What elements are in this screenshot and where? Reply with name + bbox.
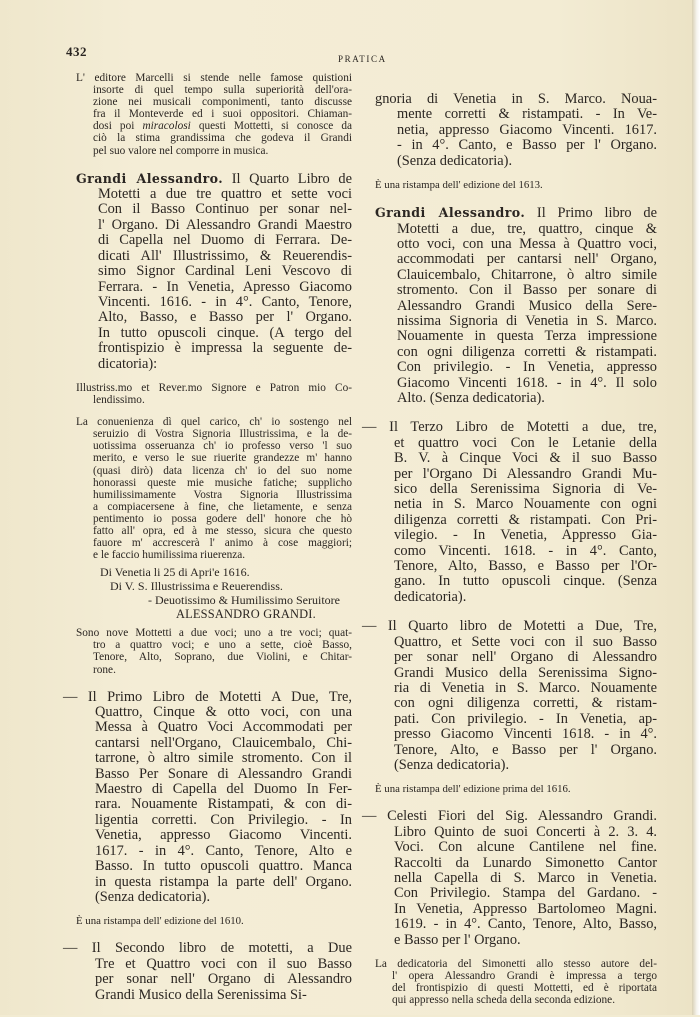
text-line xyxy=(375,252,657,267)
line-text: gano. In tutto opuscoli cinque. (Senza xyxy=(394,573,657,590)
text-line xyxy=(76,525,352,537)
text-line xyxy=(375,154,657,169)
line-text: fauore m' accrescerà l' animo à cose maggiori; xyxy=(93,537,352,550)
line-text: Alessandro Grandi Musico della Sere- xyxy=(397,297,657,314)
text-line xyxy=(63,736,352,751)
line-text: nella Capella di S. Marco in Venetia. xyxy=(394,870,657,887)
line-text: Di V. S. Illustrissima e Reuerendiss. xyxy=(110,579,283,594)
line-text: — Il Quarto libro de Motetti a Due, Tre, xyxy=(362,618,657,635)
line-text: dosi poi miracolosi questi Mottetti, si conosce da xyxy=(93,120,352,133)
line-text: uotissima osseruanza ch' io professo verso 'l suo xyxy=(93,440,352,453)
text-line xyxy=(76,264,352,279)
text-line xyxy=(76,489,352,501)
text-line xyxy=(362,933,657,948)
text-line xyxy=(375,222,657,237)
line-text: pati. Con privilegio. - In Venetia, ap- xyxy=(394,710,657,727)
text-line xyxy=(63,797,352,812)
text-line xyxy=(362,650,657,665)
text-line xyxy=(76,84,352,96)
line-text: Alto. (Senza dedicatoria). xyxy=(397,390,545,406)
line-text: È una ristampa dell' edizione del 1610. xyxy=(76,915,244,928)
text-line xyxy=(362,758,657,773)
text-line xyxy=(100,565,352,579)
line-text: È una ristampa dell' edizione prima del 1616. xyxy=(375,783,571,796)
text-line xyxy=(76,310,352,325)
line-text: frontispizio è impressa la seguente de- xyxy=(98,340,352,357)
line-text: presso Giacomo Vincenti 1618. - in 4°. xyxy=(394,726,657,743)
date-paragraph xyxy=(100,565,352,579)
line-text: netia, appresso Giacomo Vincenti. 1617. xyxy=(397,121,657,138)
line-text: humilissimamente Vostra Signoria Illustrissima xyxy=(93,488,352,501)
line-text: (Senza dedicatoria). xyxy=(397,152,513,169)
line-text: La dedicatoria del Simonetti allo stesso autore del- xyxy=(375,958,657,971)
text-line xyxy=(362,809,657,824)
text-line xyxy=(63,705,352,720)
line-text: pentimento io possa godere dell' honore che hò xyxy=(93,512,352,525)
line-text: Ferrara. - In Venetia, Apresso Giacomo xyxy=(98,278,352,295)
text-line xyxy=(375,958,657,970)
text-line xyxy=(76,915,352,927)
line-text: Giacomo Vincenti 1618. - in 4°. Il solo xyxy=(397,374,657,391)
line-text: netia in S. Marco Nouamente con ogni xyxy=(394,496,657,513)
text-line xyxy=(375,391,657,406)
text-line xyxy=(375,360,657,375)
line-text: Voci. Con alcune Cantilene nel fine. xyxy=(394,839,657,856)
text-line xyxy=(76,627,352,639)
note-paragraph xyxy=(76,72,352,157)
text-line xyxy=(76,465,352,477)
line-text: La conuenienza dì quel carico, ch' io sostengo nel xyxy=(76,416,352,429)
text-line xyxy=(76,428,352,440)
line-text: Il Quarto Libro de xyxy=(223,170,353,187)
text-line xyxy=(375,329,657,344)
line-text: et quattro voci Con le Letanie della xyxy=(394,434,657,451)
text-line xyxy=(63,988,352,1003)
line-text: - Deuotissimo & Humilissimo Seruitore xyxy=(148,593,340,608)
line-text: Vincenti. 1616. - in 4°. Canto, Tenore, xyxy=(98,293,352,310)
line-text: Libro Quinto de suoi Concerti à 2. 3. 4. xyxy=(394,823,657,840)
text-line xyxy=(76,132,352,144)
text-line xyxy=(63,813,352,828)
entry-paragraph xyxy=(63,941,352,1003)
text-line xyxy=(375,138,657,153)
line-text: nissima Signoria di Venetia in S. Marco. xyxy=(397,312,657,329)
line-text: È una ristampa dell' edizione del 1613. xyxy=(375,179,543,192)
text-line xyxy=(76,416,352,428)
line-text: ALESSANDRO GRANDI. xyxy=(176,607,316,622)
line-text: mente corretti & ristampati. - In Ve- xyxy=(397,106,657,123)
line-text: Tenore, Alto, e Basso per l' Organo. xyxy=(394,741,657,758)
text-line xyxy=(362,513,657,528)
line-text: e le faccio humilissima riuerenza. xyxy=(93,549,246,562)
line-text: in questa ristampa la parte dell' Organo. xyxy=(95,873,352,890)
line-text: per sonar nell' Organo di Alessandro xyxy=(394,649,657,666)
text-line xyxy=(76,295,352,310)
text-line xyxy=(362,451,657,466)
line-text: In Venetia, Appresso Bartolomeo Magni. xyxy=(394,900,657,917)
text-line xyxy=(375,299,657,314)
servant-paragraph xyxy=(148,593,352,607)
line-text: ciò la stima grandissima che godeva il Grandi xyxy=(93,132,352,145)
line-text: pel suo valore nel comporre in musica. xyxy=(93,144,269,157)
line-text: per l'Organo Di Alessandro Grandi Mu- xyxy=(394,465,657,482)
text-line xyxy=(76,280,352,295)
line-text: Sono nove Mottetti a due voci; uno a tre voci; quat- xyxy=(76,627,352,640)
line-text: di Capella nel Duomo di Ferrara. De- xyxy=(98,232,352,249)
line-text: fra il Monteverde ed i suoi oppositori. Chiaman- xyxy=(93,108,352,121)
entry-paragraph xyxy=(63,690,352,906)
entry-paragraph xyxy=(362,809,657,948)
text-line xyxy=(375,376,657,391)
text-line xyxy=(375,283,657,298)
text-line xyxy=(76,382,352,394)
text-line xyxy=(76,249,352,264)
text-line xyxy=(76,639,352,651)
entry-paragraph xyxy=(375,205,657,406)
line-text: vilegio. - In Venetia, Appresso Gia- xyxy=(394,527,657,544)
text-line xyxy=(362,727,657,742)
entry-paragraph xyxy=(375,92,657,169)
entry-heading: Grandi Alessandro. xyxy=(375,205,526,221)
line-text: Basso. In tutto opuscoli quattro. Manca xyxy=(95,858,352,875)
text-line xyxy=(76,108,352,120)
text-line xyxy=(76,501,352,513)
text-line xyxy=(76,537,352,549)
text-line xyxy=(63,720,352,735)
text-line xyxy=(362,856,657,871)
line-text: ligentia corretti. Con Privilegio. - In xyxy=(95,811,352,828)
running-head: PRATICA xyxy=(338,54,387,64)
line-text: Con Privilegio. Stampa del Gardano. - xyxy=(394,885,657,902)
line-text: merito, e verso le sue riuerite grandezze m' hanno xyxy=(93,452,352,465)
text-line xyxy=(362,840,657,855)
line-text: — Il Secondo libro de motetti, a Due xyxy=(63,940,352,957)
line-text: Grandi Musico della Serenissima Si- xyxy=(95,986,307,1003)
text-line xyxy=(63,890,352,905)
text-line xyxy=(362,528,657,543)
text-line xyxy=(362,559,657,574)
note-paragraph xyxy=(375,783,657,795)
line-text: stromento. Con il Basso per sonare di xyxy=(397,282,657,299)
line-text: — Celesti Fiori del Sig. Alessandro Grandi. xyxy=(362,808,657,825)
text-line xyxy=(362,467,657,482)
text-line xyxy=(375,123,657,138)
line-text: zione nei musicali componimenti, tanto discusse xyxy=(93,96,352,109)
line-text: con ogni diligenza corretti, & ristam- xyxy=(394,695,657,712)
line-text: per sonar nell' Organo di Alessandro xyxy=(95,971,352,988)
text-line xyxy=(76,145,352,157)
entry-heading: Grandi Alessandro. xyxy=(76,170,224,186)
text-line xyxy=(63,828,352,843)
line-text: otto voci, con una Messa à Quattro voci, xyxy=(397,235,657,252)
line-text: Illustriss.mo et Rever.mo Signore e Patron mio Co- xyxy=(76,381,352,394)
line-text: Maestro di Capella del Duomo In Fer- xyxy=(95,781,352,798)
line-text: lendissimo. xyxy=(93,394,145,407)
text-line xyxy=(362,696,657,711)
line-text: Raccolti da Lunardo Simonetto Cantor xyxy=(394,854,657,871)
line-text: rone. xyxy=(93,663,116,676)
text-line xyxy=(76,664,352,676)
text-line xyxy=(375,982,657,994)
text-line xyxy=(76,452,352,464)
line-text: insorte di quel tempo sulla superiorità dell'ora- xyxy=(93,84,352,97)
line-text: L' editore Marcelli si stende nelle famose quistioni xyxy=(76,72,352,84)
text-line xyxy=(76,341,352,356)
text-line xyxy=(63,844,352,859)
line-text: 1617. - in 4°. Canto, Tenore, Alto e xyxy=(95,842,352,859)
line-text: Con privilegio. - In Venetia, appresso xyxy=(397,359,657,376)
line-text: honorassi queste mie musiche fatiche; supplicho xyxy=(93,476,352,489)
line-text: a compiacersene à fine, che lietamente, e senza xyxy=(93,500,352,513)
text-line xyxy=(362,497,657,512)
text-line xyxy=(375,970,657,982)
line-text: l' opera Alessandro Grandi è impressa a tergo xyxy=(392,970,657,983)
text-line xyxy=(76,120,352,132)
text-line xyxy=(63,972,352,987)
line-text: rara. Nouamente Ristampati, & con di- xyxy=(95,796,352,813)
text-line xyxy=(176,607,352,621)
text-line xyxy=(362,482,657,497)
text-line xyxy=(148,593,352,607)
line-text: Il Primo libro de xyxy=(525,205,657,222)
line-text: gnoria di Venetia in S. Marco. Noua- xyxy=(375,91,657,107)
text-line xyxy=(375,92,657,107)
letter-paragraph xyxy=(76,382,352,406)
note-paragraph xyxy=(375,179,657,191)
signature-paragraph xyxy=(176,607,352,621)
text-line xyxy=(362,590,657,605)
page-edge xyxy=(692,0,700,1015)
line-text: Tenore, Alto, Soprano, due Violini, e Chitar- xyxy=(93,651,352,664)
text-line xyxy=(76,187,352,202)
intro-paragraph xyxy=(76,627,352,675)
line-text: (quasi dirò) data licenza ch' io del suo nome xyxy=(93,464,352,477)
text-line xyxy=(375,179,657,191)
text-line xyxy=(76,394,352,406)
text-line xyxy=(362,902,657,917)
line-text: Motetti a due, tre, quattro, cinque & xyxy=(397,220,657,237)
text-line xyxy=(362,871,657,886)
line-text: dedicatoria). xyxy=(394,588,467,605)
note-paragraph xyxy=(375,958,657,1006)
text-line xyxy=(362,712,657,727)
text-line xyxy=(76,72,352,84)
text-line xyxy=(362,886,657,901)
text-line xyxy=(362,574,657,589)
line-text: qui appresso nella scheda della seconda edizione. xyxy=(392,994,616,1007)
line-text: Nouamente in questa Terza impressione xyxy=(397,328,657,345)
line-text: Tenore, Alto, Basso, e Basso per l'Or- xyxy=(394,558,657,575)
text-line xyxy=(375,783,657,795)
line-text: In tutto opuscoli cinque. (A tergo del xyxy=(98,324,352,341)
line-text: Basso Per Sonare di Alessandro Grandi xyxy=(95,765,352,782)
line-text: Grandi Musico della Serenissima Signo- xyxy=(394,664,657,681)
text-line xyxy=(362,681,657,696)
text-line xyxy=(63,751,352,766)
line-text: B. V. à Cinque Voci & il suo Basso xyxy=(394,450,657,467)
line-text: — Il Terzo Libro de Motetti a due, tre, xyxy=(362,419,657,436)
line-text: seruizio di Vostra Signoria Illustrissima, e la de- xyxy=(93,428,352,441)
line-text: Con il Basso Continuo per sonar nel- xyxy=(98,201,352,218)
text-line xyxy=(63,782,352,797)
text-line xyxy=(63,767,352,782)
line-text: Quattro, Cinque & otto voci, con una xyxy=(95,704,352,721)
letter-paragraph xyxy=(76,416,352,561)
text-line xyxy=(375,237,657,252)
line-text: Motetti a due tre quattro et sette voci xyxy=(98,186,352,203)
text-line xyxy=(375,268,657,283)
text-line xyxy=(76,651,352,663)
text-line xyxy=(76,96,352,108)
text-line xyxy=(362,436,657,451)
text-line xyxy=(76,326,352,341)
line-text: cantarsi nell'Organo, Clauicembalo, Chi- xyxy=(95,734,352,751)
salutation-paragraph xyxy=(110,579,352,593)
text-line xyxy=(76,357,352,372)
text-line xyxy=(76,440,352,452)
text-line xyxy=(362,420,657,435)
text-line xyxy=(362,743,657,758)
line-text: (Senza dedicatoria). xyxy=(394,756,510,773)
line-text: Venetia, appresso Giacomo Vincenti. xyxy=(95,827,352,844)
line-text: — Il Primo Libro de Motetti A Due, Tre, xyxy=(63,688,352,705)
entry-paragraph xyxy=(362,619,657,773)
line-text: Alto, Basso, e Basso per l' Organo. xyxy=(98,309,352,326)
line-text: ria di Venetia in S. Marco. Nouamente xyxy=(394,679,657,696)
text-line xyxy=(362,666,657,681)
entry-paragraph xyxy=(362,420,657,605)
line-text: sico della Serenissima Signoria di Ve- xyxy=(394,481,657,498)
note-paragraph xyxy=(76,915,352,927)
line-text: dicatoria): xyxy=(98,355,158,372)
text-line xyxy=(76,218,352,233)
text-line xyxy=(76,202,352,217)
text-line xyxy=(63,957,352,972)
text-line xyxy=(362,917,657,932)
text-line xyxy=(362,825,657,840)
line-text: l' Organo. Di Alessandro Grandi Maestro xyxy=(98,216,352,233)
page-number: 432 xyxy=(66,44,87,59)
line-text: Messa à Quatro Voci Accommodati per xyxy=(95,719,352,736)
line-text: - in 4°. Canto, e Basso per l' Organo. xyxy=(397,137,657,154)
text-line xyxy=(63,875,352,890)
text-line xyxy=(362,619,657,634)
text-line xyxy=(76,171,352,187)
line-text: diligenza corretti & ristampati. Con Pri- xyxy=(394,511,657,528)
line-text: 1619. - in 4°. Canto, Tenore, Alto, Basso, xyxy=(394,916,657,933)
text-line xyxy=(375,345,657,360)
line-text: Di Venetia li 25 di Apri'e 1616. xyxy=(100,565,250,580)
text-line xyxy=(110,579,352,593)
text-line xyxy=(375,994,657,1006)
entry-paragraph xyxy=(76,171,352,372)
line-text: fatto all' opra, ed à me stesso, sicura che questo xyxy=(93,524,352,537)
line-text: como Vincenti. 1618. - in 4°. Canto, xyxy=(394,542,657,559)
text-line xyxy=(362,544,657,559)
left-column xyxy=(63,72,353,1013)
line-text: tarrone, ò altro simile stromento. Con il xyxy=(95,750,352,767)
text-line xyxy=(375,314,657,329)
line-text: simo Signor Cardinal Leni Vescovo di xyxy=(98,263,352,280)
text-line xyxy=(76,513,352,525)
text-line xyxy=(63,941,352,956)
text-line xyxy=(76,549,352,561)
line-text: accommodati per cantarsi nell' Organo, xyxy=(397,251,657,268)
text-line xyxy=(375,205,657,221)
text-line xyxy=(63,859,352,874)
text-line xyxy=(362,635,657,650)
text-line xyxy=(375,107,657,122)
line-text: con ogni diligenza corretti & ristampati. xyxy=(397,343,657,360)
line-text: (Senza dedicatoria). xyxy=(95,888,211,905)
line-text: dicati All' Illustrissimo, & Reuerendis- xyxy=(98,247,352,264)
line-text: Clauicembalo, Chitarrone, ò altro simile xyxy=(397,266,657,283)
line-text: Tre et Quattro voci con il suo Basso xyxy=(95,955,352,972)
text-line xyxy=(76,233,352,248)
text-line xyxy=(63,690,352,705)
line-text: tro a quattro voci; e uno a sette, cioè Basso, xyxy=(93,639,352,652)
line-text: e Basso per l' Organo. xyxy=(394,931,521,948)
line-text: del frontispizio di questi Mottetti, ed è riportata xyxy=(392,982,657,995)
text-line xyxy=(76,477,352,489)
line-text: Quattro, et Sette voci con il suo Basso xyxy=(394,633,657,650)
right-column xyxy=(362,78,657,1017)
